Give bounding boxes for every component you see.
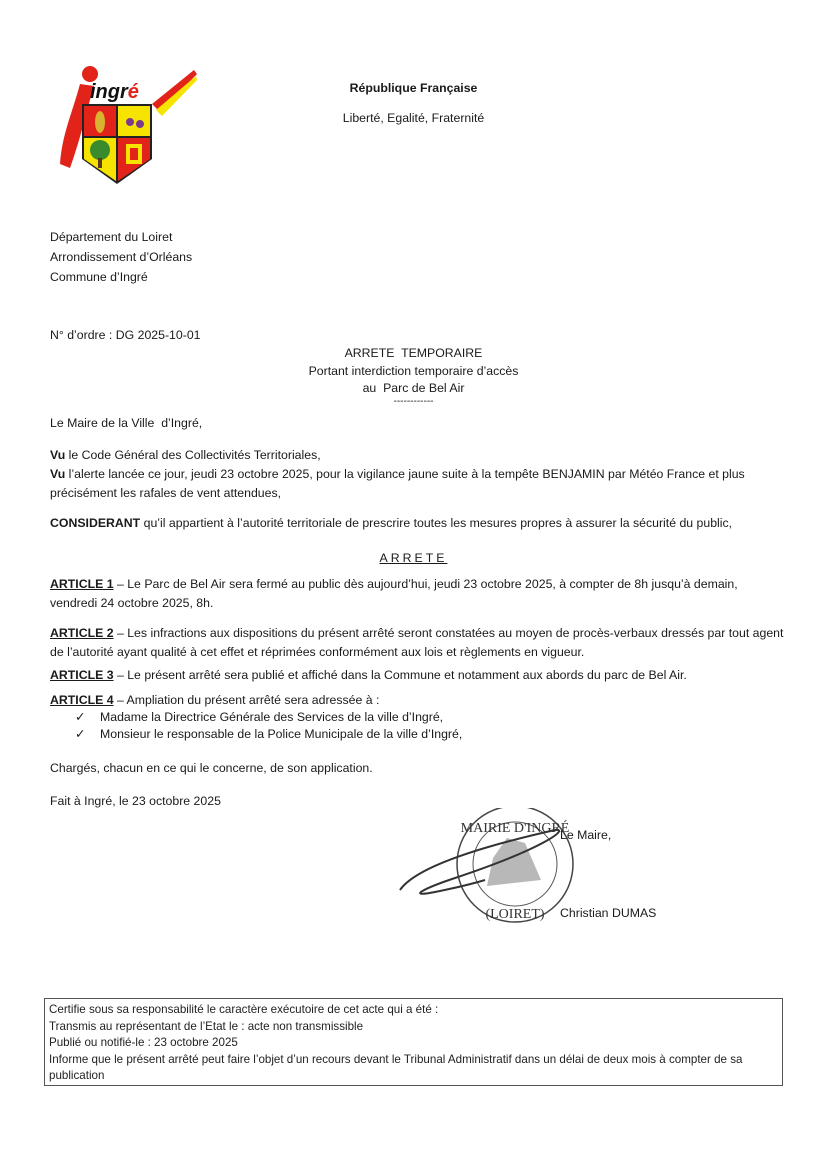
appeal-notice: Informe que le présent arrêté peut faire l’objet d’un recours devant le Tribunal Administratif dans un délai de deux mois à compter de sa publication	[49, 1052, 743, 1083]
checkmark-icon: ✓	[75, 710, 86, 724]
considerant: CONSIDERANT qu’il appartient à l’autorité territoriale de prescrire toutes les mesures propres à assurer la sécurité du public,	[50, 516, 733, 530]
certification-box	[44, 998, 783, 1086]
checkmark-icon: ✓	[75, 727, 86, 741]
department: Département du Loiret	[50, 230, 173, 244]
republic-heading: République Française	[349, 81, 478, 95]
svg-text:ingré: ingré	[90, 81, 139, 103]
decree-title: ARRETE TEMPORAIRE	[344, 346, 483, 360]
decree-subtitle: Portant interdiction temporaire d’accès	[308, 364, 519, 378]
article-2: ARTICLE 2 – Les infractions aux dispositions du présent arrêté seront constatées au moyen de procès-verbaux dressés par tout agent de l’autorité ayant qualité à cet effet et réprimées conformément aux lois et règlements en vigueur.	[50, 626, 784, 659]
recipient-item: ✓ Madame la Directrice Générale des Services de la ville d’Ingré,	[75, 710, 444, 724]
signatory-name: Christian DUMAS	[560, 906, 657, 920]
intro: Le Maire de la Ville d’Ingré,	[50, 416, 203, 430]
certification-line: Certifie sous sa responsabilité le caractère exécutoire de cet acte qui a été :	[49, 1003, 439, 1016]
vu-alerte: Vu l’alerte lancée ce jour, jeudi 23 octobre 2025, pour la vigilance jaune suite à la tempête BENJAMIN par Météo France et plus précisément les rafales de vent attendues,	[50, 467, 745, 500]
svg-text:MAIRIE D'INGRÉ: MAIRIE D'INGRÉ	[460, 821, 570, 836]
publication-line: Publié ou notifié-le : 23 octobre 2025	[49, 1036, 238, 1050]
title-separator: ------------	[393, 396, 434, 407]
charges: Chargés, chacun en ce qui le concerne, de son application.	[50, 761, 373, 775]
recipient-item: ✓ Monsieur le responsable de la Police Municipale de la ville d’Ingré,	[75, 727, 463, 741]
order-number: N° d’ordre : DG 2025-10-01	[50, 328, 201, 342]
svg-text:(LOIRET): (LOIRET)	[485, 907, 545, 922]
article-4: ARTICLE 4 – Ampliation du présent arrêté sera adressée à :	[50, 693, 380, 707]
vu-code: Vu le Code Général des Collectivités Territoriales,	[50, 448, 321, 462]
fait-a: Fait à Ingré, le 23 octobre 2025	[50, 794, 221, 808]
article-3: ARTICLE 3 – Le présent arrêté sera publié et affiché dans la Commune et notamment aux abords du parc de Bel Air.	[50, 668, 687, 682]
decree-location: au Parc de Bel Air	[362, 381, 465, 395]
transmission-line: Transmis au représentant de l’Etat le : acte non transmissible	[49, 1019, 364, 1033]
arrete-heading: ARRETE	[379, 551, 448, 565]
commune: Commune d’Ingré	[50, 270, 148, 284]
signature-role: Le Maire,	[560, 828, 612, 842]
motto: Liberté, Egalité, Fraternité	[342, 111, 485, 125]
article-1: ARTICLE 1 – Le Parc de Bel Air sera fermé au public dès aujourd’hui, jeudi 23 octobre 2025, à compter de 8h jusqu’à demain, vendredi 24 octobre 2025, 8h.	[50, 577, 738, 610]
mairie-stamp	[395, 808, 585, 928]
arrondissement: Arrondissement d’Orléans	[50, 250, 193, 264]
